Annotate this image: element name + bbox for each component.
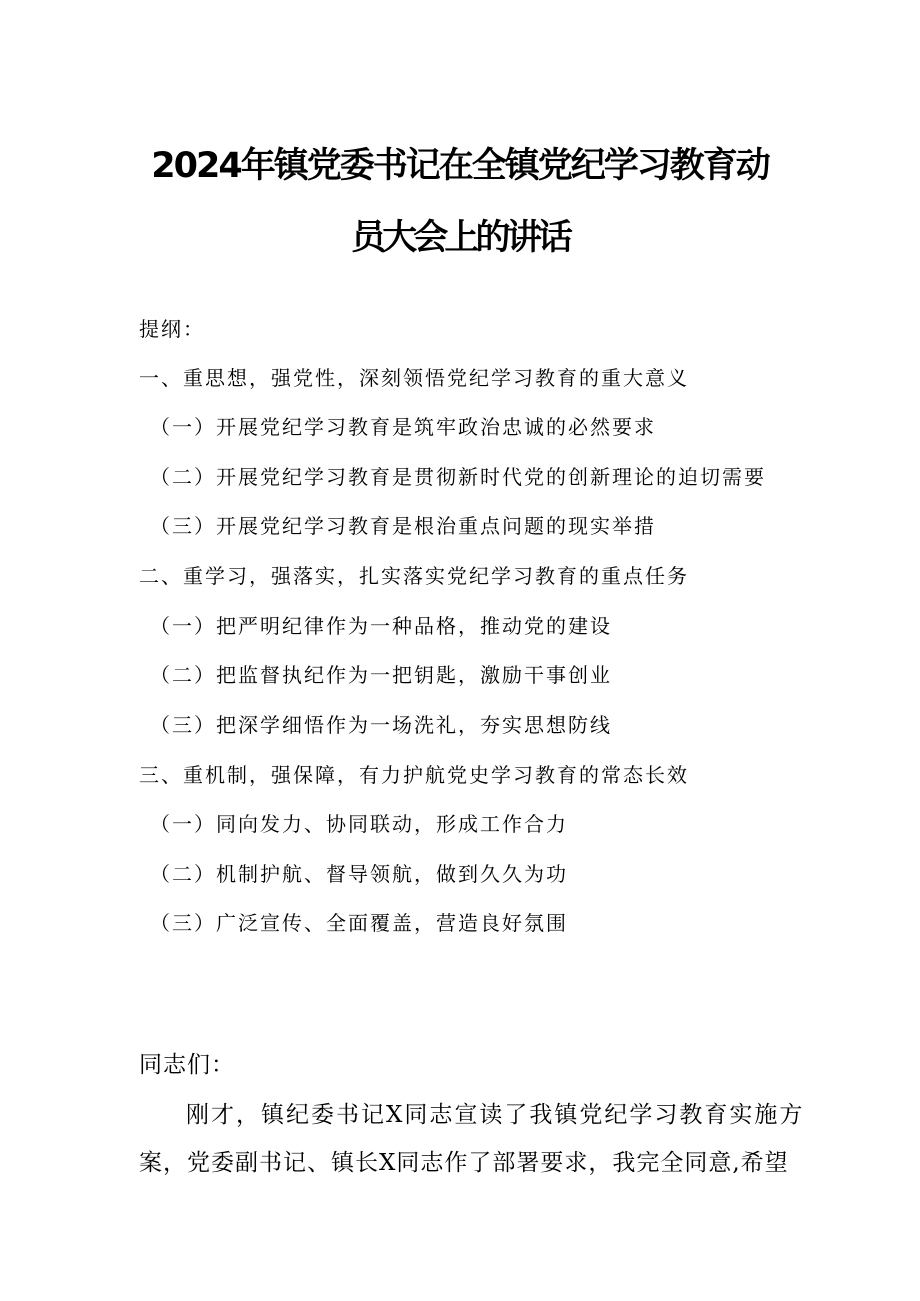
outline-item-3-3: （三）广泛宣传、全面覆盖，营造良好氛围 [150, 911, 568, 935]
outline-item-2-1: （一）把严明纪律作为一种品格，推动党的建设 [150, 614, 612, 638]
outline-label: 提纲： [139, 317, 205, 341]
document-title-line-1: 2024年镇党委书记在全镇党纪学习教育动 [151, 146, 769, 186]
outline-item-2-3: （三）把深学细悟作为一场洗礼，夯实思想防线 [150, 713, 612, 737]
outline-section-1: 一、重思想，强党性，深刻领悟党纪学习教育的重大意义 [139, 366, 689, 390]
salutation: 同志们： [139, 1052, 235, 1078]
outline-item-2-2: （二）把监督执纪作为一把钥匙，激励干事创业 [150, 663, 612, 687]
outline-item-3-2: （二）机制护航、督导领航，做到久久为功 [150, 862, 568, 886]
outline-item-1-1: （一）开展党纪学习教育是筑牢政治忠诚的必然要求 [150, 415, 656, 439]
outline-item-1-2: （二）开展党纪学习教育是贯彻新时代党的创新理论的迫切需要 [150, 465, 766, 489]
outline-item-1-3: （三）开展党纪学习教育是根治重点问题的现实举措 [150, 514, 656, 538]
outline-section-3: 三、重机制，强保障，有力护航党史学习教育的常态长效 [139, 763, 689, 787]
body-paragraph-line-1: 刚才，镇纪委书记X同志宣读了我镇党纪学习教育实施方 [186, 1102, 805, 1128]
document-title-line-2: 员大会上的讲话 [350, 218, 569, 258]
outline-section-2: 二、重学习，强落实，扎实落实党纪学习教育的重点任务 [139, 564, 689, 588]
outline-item-3-1: （一）同向发力、协同联动，形成工作合力 [150, 812, 568, 836]
body-paragraph-line-2: 案，党委副书记、镇长X同志作了部署要求，我完全同意,希望 [139, 1150, 789, 1176]
